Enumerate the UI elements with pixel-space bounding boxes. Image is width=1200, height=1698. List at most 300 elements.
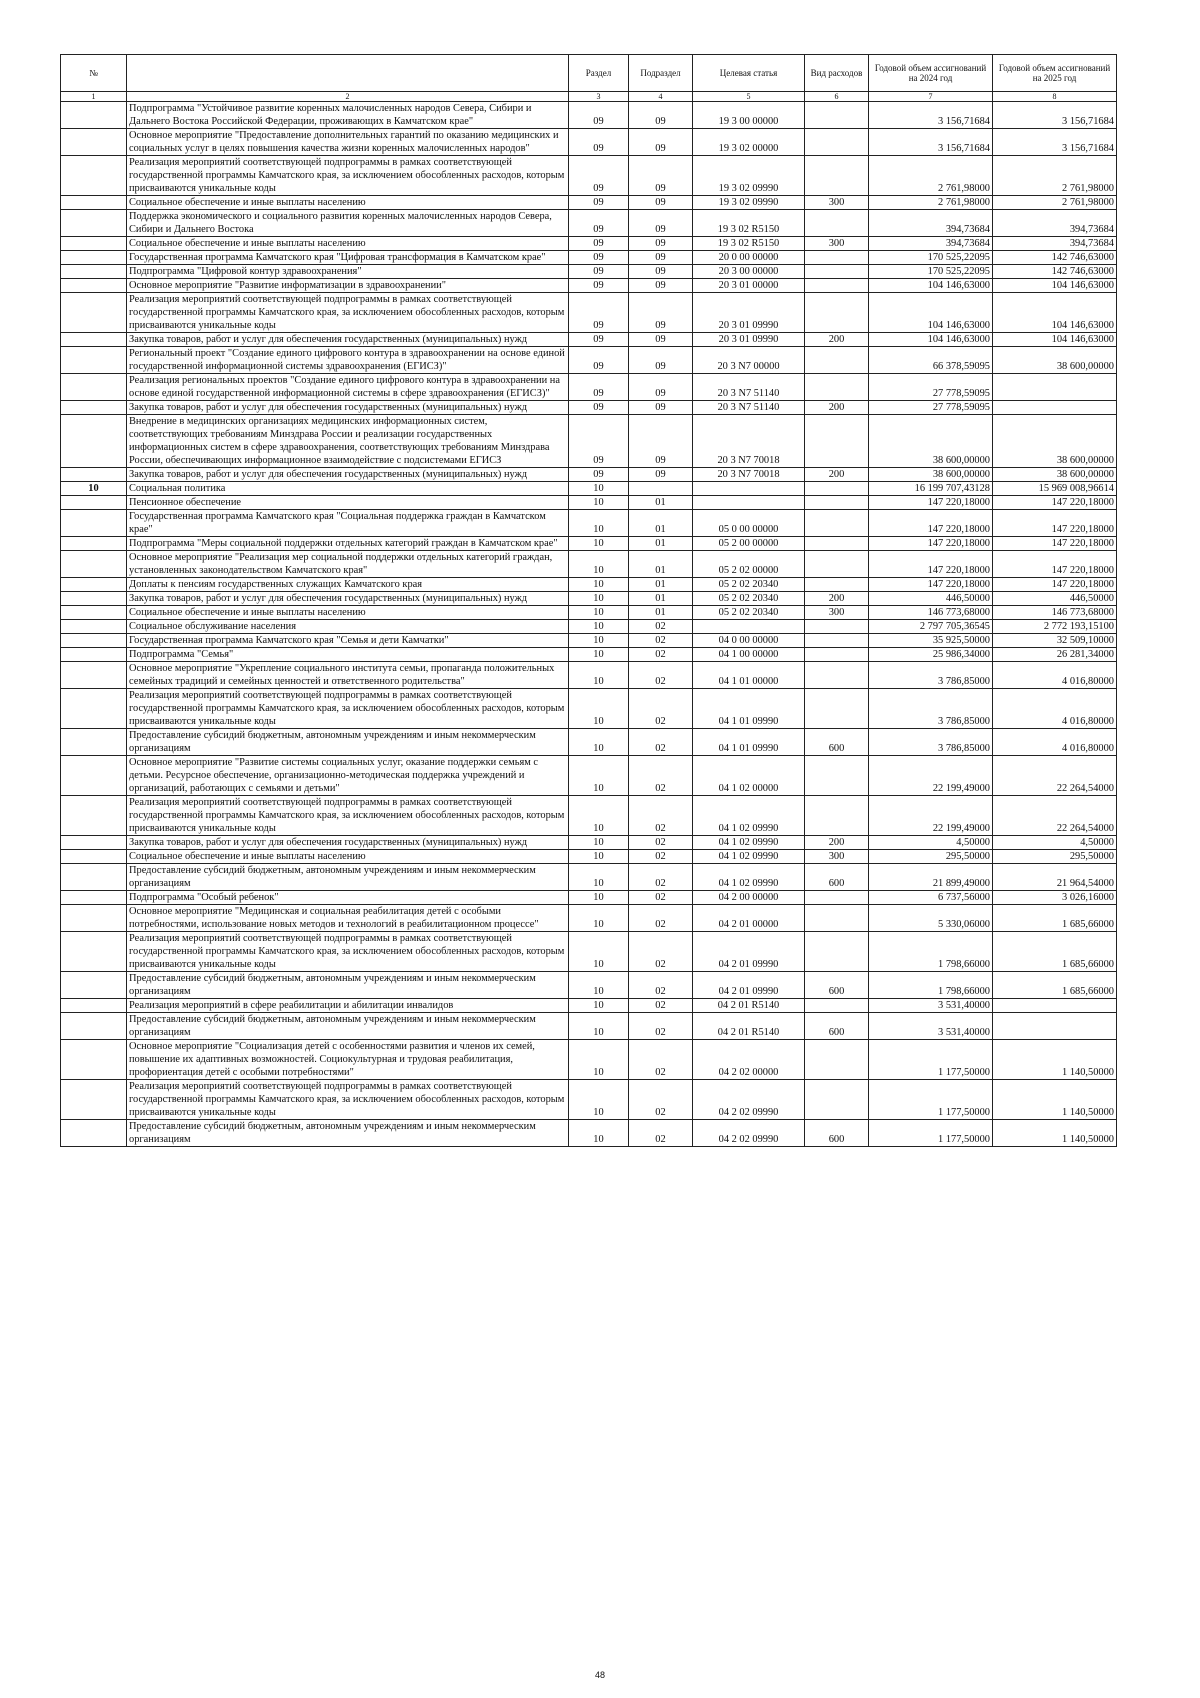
row-description: Внедрение в медицинских организациях медицинских информационных систем, соответствующих требованиям Минздрава России и реализации государственных информационных систем в сфере здравоохранения, соответствующих требованиям Минздрава России, обеспечивающих информационное взаимодействие с подсистемами ЕГИСЗ <box>127 415 569 468</box>
row-subsection: 09 <box>629 401 693 415</box>
row-target-code: 20 3 N7 00000 <box>693 347 805 374</box>
row-expense-type: 200 <box>805 592 869 606</box>
row-description: Предоставление субсидий бюджетным, автономным учреждениям и иным некоммерческим организациям <box>127 1013 569 1040</box>
row-amount-2025: 4,50000 <box>993 836 1117 850</box>
row-description: Предоставление субсидий бюджетным, автономным учреждениям и иным некоммерческим организациям <box>127 729 569 756</box>
row-number <box>61 496 127 510</box>
row-target-code: 04 1 01 09990 <box>693 729 805 756</box>
row-target-code: 04 2 00 00000 <box>693 891 805 905</box>
row-amount-2024: 1 177,50000 <box>869 1120 993 1147</box>
row-amount-2025: 1 685,66000 <box>993 932 1117 972</box>
row-amount-2025: 21 964,54000 <box>993 864 1117 891</box>
row-section: 10 <box>569 634 629 648</box>
row-section: 09 <box>569 401 629 415</box>
row-amount-2025: 2 761,98000 <box>993 156 1117 196</box>
row-expense-type: 300 <box>805 196 869 210</box>
row-amount-2024: 104 146,63000 <box>869 279 993 293</box>
row-amount-2024: 35 925,50000 <box>869 634 993 648</box>
row-expense-type <box>805 510 869 537</box>
col-number: 6 <box>805 92 869 102</box>
row-amount-2024: 2 761,98000 <box>869 156 993 196</box>
row-section: 10 <box>569 796 629 836</box>
row-section: 10 <box>569 648 629 662</box>
row-subsection: 02 <box>629 662 693 689</box>
table-row <box>61 251 1117 265</box>
row-number <box>61 374 127 401</box>
row-subsection: 01 <box>629 537 693 551</box>
row-expense-type: 600 <box>805 1120 869 1147</box>
row-description: Основное мероприятие "Социализация детей с особенностями развития и членов их семей, повышение их адаптивных возможностей. Социокультурная и трудовая реабилитация, профориентация детей с особыми потребностями" <box>127 1040 569 1080</box>
row-target-code: 04 2 02 00000 <box>693 1040 805 1080</box>
row-description: Основное мероприятие "Реализация мер социальной поддержки отдельных категорий граждан, установленных законодательством Камчатского края" <box>127 551 569 578</box>
row-description: Государственная программа Камчатского края "Цифровая трансформация в Камчатском крае" <box>127 251 569 265</box>
row-description: Социальное обеспечение и иные выплаты населению <box>127 850 569 864</box>
row-description: Доплаты к пенсиям государственных служащих Камчатского края <box>127 578 569 592</box>
row-subsection: 02 <box>629 972 693 999</box>
table-row <box>61 662 1117 689</box>
table-row <box>61 648 1117 662</box>
row-target-code <box>693 482 805 496</box>
row-number <box>61 1120 127 1147</box>
row-amount-2025: 147 220,18000 <box>993 551 1117 578</box>
header-2025: Годовой объем ассигнований на 2025 год <box>993 55 1117 92</box>
row-target-code: 04 2 01 09990 <box>693 972 805 999</box>
table-row <box>61 401 1117 415</box>
row-section: 10 <box>569 578 629 592</box>
row-number <box>61 210 127 237</box>
row-number <box>61 537 127 551</box>
row-amount-2025: 4 016,80000 <box>993 689 1117 729</box>
row-expense-type <box>805 891 869 905</box>
row-number <box>61 102 127 129</box>
row-subsection: 09 <box>629 333 693 347</box>
row-number <box>61 251 127 265</box>
row-section: 10 <box>569 620 629 634</box>
row-target-code: 19 3 02 09990 <box>693 156 805 196</box>
row-amount-2025: 15 969 008,96614 <box>993 482 1117 496</box>
row-subsection: 02 <box>629 1013 693 1040</box>
header-section: Раздел <box>569 55 629 92</box>
row-expense-type: 600 <box>805 1013 869 1040</box>
table-row <box>61 333 1117 347</box>
row-expense-type <box>805 551 869 578</box>
row-amount-2024: 6 737,56000 <box>869 891 993 905</box>
row-subsection: 09 <box>629 293 693 333</box>
row-description: Реализация региональных проектов "Создание единого цифрового контура в здравоохранении на основе единой государственной информационной системы в сфере здравоохранения (ЕГИСЗ)" <box>127 374 569 401</box>
row-expense-type <box>805 905 869 932</box>
row-expense-type: 300 <box>805 606 869 620</box>
header-target: Целевая статья <box>693 55 805 92</box>
row-description: Подпрограмма "Семья" <box>127 648 569 662</box>
row-number <box>61 662 127 689</box>
row-subsection: 01 <box>629 592 693 606</box>
row-amount-2024: 147 220,18000 <box>869 496 993 510</box>
row-section: 10 <box>569 496 629 510</box>
row-amount-2024: 170 525,22095 <box>869 251 993 265</box>
row-description: Пенсионное обеспечение <box>127 496 569 510</box>
row-number <box>61 347 127 374</box>
row-amount-2025: 142 746,63000 <box>993 265 1117 279</box>
row-section: 09 <box>569 347 629 374</box>
row-section: 09 <box>569 468 629 482</box>
row-section: 10 <box>569 836 629 850</box>
table-row <box>61 606 1117 620</box>
row-amount-2024: 1 798,66000 <box>869 932 993 972</box>
row-section: 10 <box>569 606 629 620</box>
row-description: Поддержка экономического и социального развития коренных малочисленных народов Севера, Сибири и Дальнего Востока <box>127 210 569 237</box>
row-description: Основное мероприятие "Укрепление социального института семьи, пропаганда положительных семейных традиций и семейных ценностей и ответственного родительства" <box>127 662 569 689</box>
row-subsection: 09 <box>629 102 693 129</box>
row-subsection: 02 <box>629 905 693 932</box>
row-amount-2025: 22 264,54000 <box>993 796 1117 836</box>
row-amount-2024: 3 531,40000 <box>869 999 993 1013</box>
row-section: 10 <box>569 932 629 972</box>
row-number <box>61 864 127 891</box>
table-row <box>61 347 1117 374</box>
row-subsection: 02 <box>629 1120 693 1147</box>
row-section: 10 <box>569 510 629 537</box>
row-amount-2025: 2 761,98000 <box>993 196 1117 210</box>
table-row <box>61 634 1117 648</box>
row-amount-2025: 4 016,80000 <box>993 662 1117 689</box>
row-amount-2025: 3 156,71684 <box>993 102 1117 129</box>
row-amount-2024: 3 786,85000 <box>869 662 993 689</box>
row-number <box>61 648 127 662</box>
row-amount-2024: 22 199,49000 <box>869 796 993 836</box>
row-amount-2024: 21 899,49000 <box>869 864 993 891</box>
row-number <box>61 850 127 864</box>
col-number: 1 <box>61 92 127 102</box>
row-target-code: 20 3 N7 70018 <box>693 468 805 482</box>
row-target-code: 19 3 02 R5150 <box>693 237 805 251</box>
col-number: 8 <box>993 92 1117 102</box>
row-number <box>61 972 127 999</box>
row-expense-type <box>805 347 869 374</box>
row-target-code: 04 2 01 00000 <box>693 905 805 932</box>
row-section: 10 <box>569 551 629 578</box>
row-expense-type: 600 <box>805 729 869 756</box>
table-row <box>61 1120 1117 1147</box>
row-expense-type <box>805 265 869 279</box>
row-section: 09 <box>569 251 629 265</box>
table-row <box>61 551 1117 578</box>
row-target-code: 20 3 N7 51140 <box>693 374 805 401</box>
row-amount-2025: 3 156,71684 <box>993 129 1117 156</box>
row-number <box>61 551 127 578</box>
row-target-code: 05 2 02 20340 <box>693 606 805 620</box>
row-target-code: 04 1 01 00000 <box>693 662 805 689</box>
row-number <box>61 796 127 836</box>
row-number <box>61 279 127 293</box>
row-description: Закупка товаров, работ и услуг для обеспечения государственных (муниципальных) нужд <box>127 836 569 850</box>
row-target-code: 04 1 02 00000 <box>693 756 805 796</box>
col-number: 4 <box>629 92 693 102</box>
row-expense-type <box>805 1040 869 1080</box>
row-target-code: 20 3 01 00000 <box>693 279 805 293</box>
table-row <box>61 850 1117 864</box>
row-expense-type <box>805 129 869 156</box>
row-amount-2024: 1 798,66000 <box>869 972 993 999</box>
row-subsection: 02 <box>629 1080 693 1120</box>
row-number <box>61 620 127 634</box>
row-expense-type <box>805 634 869 648</box>
row-target-code: 04 2 01 R5140 <box>693 1013 805 1040</box>
row-subsection: 02 <box>629 999 693 1013</box>
row-subsection: 01 <box>629 510 693 537</box>
row-amount-2024: 1 177,50000 <box>869 1080 993 1120</box>
table-row <box>61 537 1117 551</box>
row-expense-type <box>805 415 869 468</box>
row-description: Закупка товаров, работ и услуг для обеспечения государственных (муниципальных) нужд <box>127 333 569 347</box>
row-description: Реализация мероприятий соответствующей подпрограммы в рамках соответствующей государственной программы Камчатского края, за исключением обособленных расходов, которым присваиваются уникальные коды <box>127 1080 569 1120</box>
budget-table <box>60 54 1117 1147</box>
row-expense-type <box>805 279 869 293</box>
row-number <box>61 1080 127 1120</box>
row-subsection: 02 <box>629 648 693 662</box>
row-number <box>61 592 127 606</box>
row-amount-2024: 3 786,85000 <box>869 689 993 729</box>
header-num: № <box>61 55 127 92</box>
row-amount-2025: 38 600,00000 <box>993 415 1117 468</box>
row-amount-2024: 3 156,71684 <box>869 102 993 129</box>
row-expense-type <box>805 620 869 634</box>
row-subsection: 09 <box>629 237 693 251</box>
row-section: 09 <box>569 374 629 401</box>
row-amount-2024: 170 525,22095 <box>869 265 993 279</box>
row-subsection: 02 <box>629 796 693 836</box>
table-row <box>61 468 1117 482</box>
row-number <box>61 237 127 251</box>
table-row <box>61 592 1117 606</box>
table-row <box>61 729 1117 756</box>
row-target-code: 19 3 00 00000 <box>693 102 805 129</box>
row-expense-type <box>805 999 869 1013</box>
row-section: 10 <box>569 592 629 606</box>
header-name <box>127 55 569 92</box>
table-row <box>61 932 1117 972</box>
row-subsection: 09 <box>629 196 693 210</box>
row-expense-type: 200 <box>805 468 869 482</box>
row-number <box>61 415 127 468</box>
row-amount-2025: 147 220,18000 <box>993 578 1117 592</box>
row-subsection: 02 <box>629 634 693 648</box>
table-row <box>61 689 1117 729</box>
row-amount-2024: 4,50000 <box>869 836 993 850</box>
table-row <box>61 972 1117 999</box>
row-expense-type <box>805 1080 869 1120</box>
row-target-code: 04 0 00 00000 <box>693 634 805 648</box>
table-body <box>61 102 1117 1147</box>
row-subsection: 01 <box>629 606 693 620</box>
row-subsection: 02 <box>629 932 693 972</box>
row-section: 09 <box>569 333 629 347</box>
row-amount-2025: 1 140,50000 <box>993 1040 1117 1080</box>
row-section: 10 <box>569 729 629 756</box>
row-target-code: 05 2 02 20340 <box>693 592 805 606</box>
row-number <box>61 606 127 620</box>
row-amount-2025: 38 600,00000 <box>993 347 1117 374</box>
row-section: 10 <box>569 850 629 864</box>
row-target-code: 05 2 00 00000 <box>693 537 805 551</box>
table-row <box>61 415 1117 468</box>
col-number: 5 <box>693 92 805 102</box>
row-section: 09 <box>569 210 629 237</box>
row-description: Социальное обеспечение и иные выплаты населению <box>127 606 569 620</box>
row-amount-2024: 3 531,40000 <box>869 1013 993 1040</box>
row-number <box>61 468 127 482</box>
row-number <box>61 129 127 156</box>
row-description: Государственная программа Камчатского края "Семья и дети Камчатки" <box>127 634 569 648</box>
row-subsection: 02 <box>629 756 693 796</box>
row-expense-type: 300 <box>805 237 869 251</box>
table-row <box>61 482 1117 496</box>
row-section: 10 <box>569 905 629 932</box>
row-target-code: 20 3 01 09990 <box>693 333 805 347</box>
column-number-row <box>61 92 1117 102</box>
row-target-code: 20 3 00 00000 <box>693 265 805 279</box>
row-number <box>61 729 127 756</box>
row-subsection: 02 <box>629 850 693 864</box>
row-description: Реализация мероприятий соответствующей подпрограммы в рамках соответствующей государственной программы Камчатского края, за исключением обособленных расходов, которым присваиваются уникальные коды <box>127 293 569 333</box>
row-amount-2025: 142 746,63000 <box>993 251 1117 265</box>
row-section: 10 <box>569 1040 629 1080</box>
row-expense-type <box>805 156 869 196</box>
row-amount-2025: 394,73684 <box>993 237 1117 251</box>
row-section: 09 <box>569 129 629 156</box>
table-row <box>61 510 1117 537</box>
header-row <box>61 55 1117 92</box>
row-description: Основное мероприятие "Предоставление дополнительных гарантий по оказанию медицинских и социальных услуг в целях повышения качества жизни коренных малочисленных народов" <box>127 129 569 156</box>
row-expense-type <box>805 662 869 689</box>
row-section: 10 <box>569 1080 629 1120</box>
row-subsection: 09 <box>629 265 693 279</box>
row-subsection: 02 <box>629 1040 693 1080</box>
row-number <box>61 999 127 1013</box>
row-amount-2024: 2 797 705,36545 <box>869 620 993 634</box>
row-subsection: 09 <box>629 210 693 237</box>
table-row <box>61 496 1117 510</box>
row-target-code: 20 0 00 00000 <box>693 251 805 265</box>
row-amount-2025 <box>993 374 1117 401</box>
row-expense-type <box>805 102 869 129</box>
row-amount-2025: 1 140,50000 <box>993 1080 1117 1120</box>
row-subsection: 09 <box>629 347 693 374</box>
row-number <box>61 196 127 210</box>
row-section: 10 <box>569 1013 629 1040</box>
row-amount-2025 <box>993 1013 1117 1040</box>
row-amount-2025: 3 026,16000 <box>993 891 1117 905</box>
table-row <box>61 293 1117 333</box>
row-target-code: 05 0 00 00000 <box>693 510 805 537</box>
row-description: Социальное обеспечение и иные выплаты населению <box>127 196 569 210</box>
row-expense-type <box>805 756 869 796</box>
row-amount-2024: 104 146,63000 <box>869 333 993 347</box>
row-amount-2025: 104 146,63000 <box>993 333 1117 347</box>
row-number <box>61 634 127 648</box>
row-expense-type: 600 <box>805 864 869 891</box>
row-amount-2024: 146 773,68000 <box>869 606 993 620</box>
row-section: 10 <box>569 1120 629 1147</box>
row-number <box>61 510 127 537</box>
row-target-code: 05 2 02 00000 <box>693 551 805 578</box>
row-expense-type <box>805 689 869 729</box>
row-subsection: 09 <box>629 156 693 196</box>
row-number <box>61 401 127 415</box>
row-amount-2024: 2 761,98000 <box>869 196 993 210</box>
row-target-code: 04 1 02 09990 <box>693 796 805 836</box>
row-number <box>61 1040 127 1080</box>
row-expense-type: 200 <box>805 401 869 415</box>
row-subsection: 09 <box>629 374 693 401</box>
row-section: 09 <box>569 196 629 210</box>
row-description: Реализация мероприятий соответствующей подпрограммы в рамках соответствующей государственной программы Камчатского края, за исключением обособленных расходов, которым присваиваются уникальные коды <box>127 689 569 729</box>
row-number <box>61 578 127 592</box>
row-number <box>61 905 127 932</box>
row-subsection: 02 <box>629 891 693 905</box>
table-row <box>61 1040 1117 1080</box>
table-row <box>61 1013 1117 1040</box>
row-section: 10 <box>569 891 629 905</box>
row-amount-2024: 3 156,71684 <box>869 129 993 156</box>
row-expense-type <box>805 293 869 333</box>
row-section: 10 <box>569 537 629 551</box>
row-number <box>61 932 127 972</box>
header-expense-type: Вид расходов <box>805 55 869 92</box>
row-description: Реализация мероприятий в сфере реабилитации и абилитации инвалидов <box>127 999 569 1013</box>
table-row <box>61 279 1117 293</box>
row-amount-2024: 147 220,18000 <box>869 551 993 578</box>
row-section: 10 <box>569 864 629 891</box>
col-number: 2 <box>127 92 569 102</box>
row-section: 10 <box>569 662 629 689</box>
table-row <box>61 374 1117 401</box>
row-amount-2024: 394,73684 <box>869 237 993 251</box>
table-row <box>61 836 1117 850</box>
row-amount-2025: 1 685,66000 <box>993 972 1117 999</box>
row-expense-type <box>805 932 869 972</box>
row-target-code: 19 3 02 R5150 <box>693 210 805 237</box>
row-target-code: 04 2 02 09990 <box>693 1080 805 1120</box>
row-amount-2025: 22 264,54000 <box>993 756 1117 796</box>
row-expense-type: 600 <box>805 972 869 999</box>
row-expense-type <box>805 796 869 836</box>
row-target-code: 20 3 01 09990 <box>693 293 805 333</box>
row-target-code: 19 3 02 00000 <box>693 129 805 156</box>
row-section: 10 <box>569 972 629 999</box>
row-amount-2024: 27 778,59095 <box>869 374 993 401</box>
row-amount-2025 <box>993 999 1117 1013</box>
row-description: Социальная политика <box>127 482 569 496</box>
row-description: Региональный проект "Создание единого цифрового контура в здравоохранении на основе единой государственной информационной системы здравоохранения (ЕГИСЗ)" <box>127 347 569 374</box>
row-target-code: 04 2 01 09990 <box>693 932 805 972</box>
row-number <box>61 265 127 279</box>
row-amount-2024: 38 600,00000 <box>869 415 993 468</box>
row-amount-2024: 27 778,59095 <box>869 401 993 415</box>
row-expense-type <box>805 648 869 662</box>
row-section: 10 <box>569 482 629 496</box>
row-amount-2024: 3 786,85000 <box>869 729 993 756</box>
row-subsection: 02 <box>629 864 693 891</box>
row-target-code <box>693 496 805 510</box>
row-amount-2025: 32 509,10000 <box>993 634 1117 648</box>
row-amount-2025: 1 685,66000 <box>993 905 1117 932</box>
row-target-code: 04 2 01 R5140 <box>693 999 805 1013</box>
row-target-code: 05 2 02 20340 <box>693 578 805 592</box>
row-amount-2024: 104 146,63000 <box>869 293 993 333</box>
row-section: 09 <box>569 156 629 196</box>
row-number <box>61 756 127 796</box>
row-amount-2025: 147 220,18000 <box>993 537 1117 551</box>
